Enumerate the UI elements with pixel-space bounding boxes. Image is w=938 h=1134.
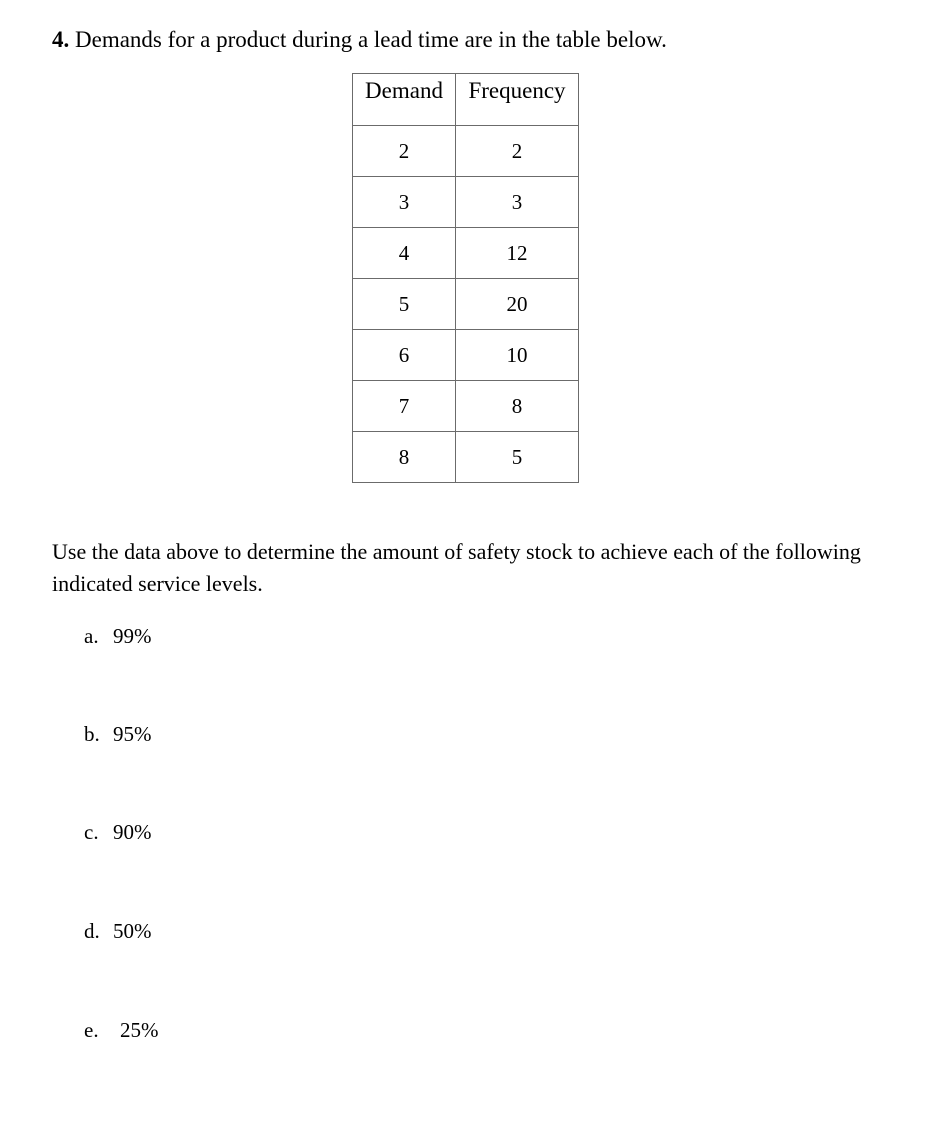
option-value: 95% — [113, 722, 152, 746]
demand-cell: 7 — [353, 381, 456, 432]
table-row — [353, 330, 579, 381]
table-row — [353, 279, 579, 330]
demand-cell: 5 — [353, 279, 456, 330]
option-value: 90% — [113, 820, 152, 844]
demand-cell: 2 — [353, 126, 456, 177]
option-letter: e. — [84, 1018, 99, 1042]
instructions-paragraph: Use the data above to determine the amount of safety stock to achieve each of the following indicated service levels. — [52, 539, 861, 596]
frequency-cell: 10 — [456, 330, 579, 381]
option-value: 50% — [113, 919, 152, 943]
table-row — [353, 126, 579, 177]
option-letter: b. — [84, 722, 100, 746]
frequency-cell: 2 — [456, 126, 579, 177]
option-value: 99% — [113, 624, 152, 648]
option-d — [84, 918, 152, 944]
question-number: 4. — [52, 27, 70, 52]
demand-cell: 8 — [353, 432, 456, 483]
option-b — [84, 721, 152, 747]
demand-cell: 3 — [353, 177, 456, 228]
option-letter: a. — [84, 624, 99, 648]
demand-frequency-table — [352, 73, 579, 483]
option-letter: d. — [84, 919, 100, 943]
table-row — [353, 432, 579, 483]
option-e — [84, 1017, 159, 1043]
header-frequency: Frequency — [456, 74, 579, 126]
frequency-cell: 20 — [456, 279, 579, 330]
header-demand: Demand — [353, 74, 456, 126]
option-a — [84, 623, 152, 649]
table-header-row — [353, 74, 579, 126]
table-row — [353, 177, 579, 228]
frequency-cell: 5 — [456, 432, 579, 483]
frequency-cell: 3 — [456, 177, 579, 228]
frequency-cell: 12 — [456, 228, 579, 279]
option-c — [84, 819, 152, 845]
demand-cell: 4 — [353, 228, 456, 279]
demand-cell: 6 — [353, 330, 456, 381]
option-letter: c. — [84, 820, 99, 844]
question-text: Demands for a product during a lead time are in the table below. — [69, 27, 667, 52]
option-value: 25% — [120, 1018, 159, 1042]
table-row — [353, 228, 579, 279]
question-heading — [52, 26, 667, 54]
table-row — [353, 381, 579, 432]
frequency-cell: 8 — [456, 381, 579, 432]
